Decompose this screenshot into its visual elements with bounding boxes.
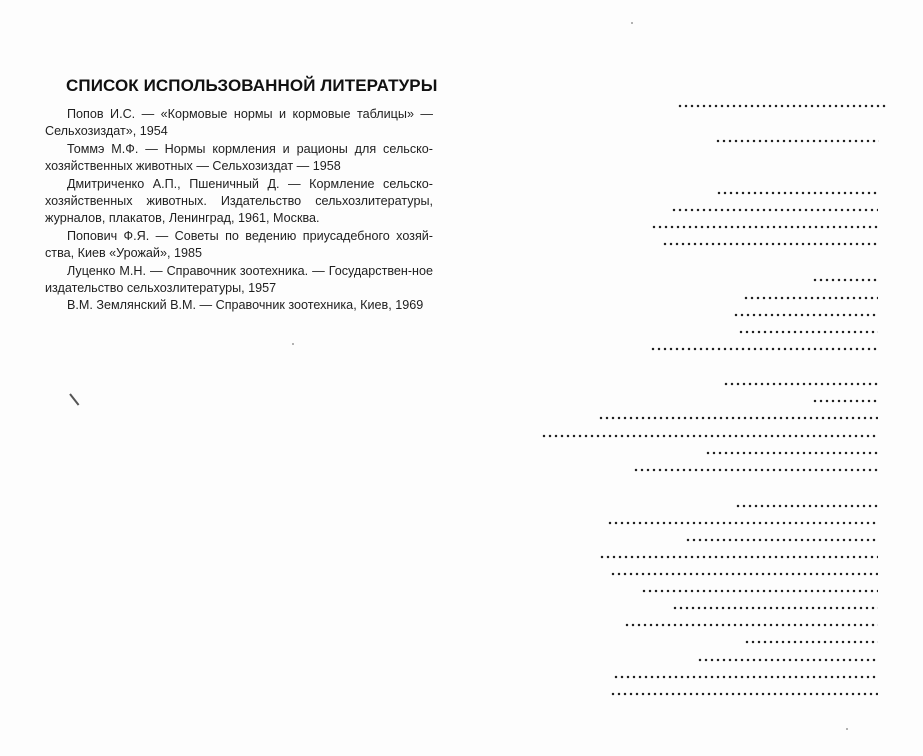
dot-leader [677, 103, 887, 109]
dot-leader [723, 381, 878, 387]
dot-leader [744, 639, 878, 645]
dot-leader [650, 346, 878, 352]
dot-leader [743, 295, 878, 301]
dot-leader [705, 450, 878, 456]
dot-leader [812, 277, 878, 283]
dot-leader [541, 433, 878, 439]
dot-leader [624, 622, 878, 628]
dot-leader [735, 503, 878, 509]
dot-leader [610, 691, 878, 697]
dot-leader [607, 520, 878, 526]
reference-item: Попович Ф.Я. — Советы по ведению приусадебного хозяй-ства, Киев «Урожай», 1985 [45, 228, 433, 261]
dot-leader [598, 415, 878, 421]
dot-leader [613, 674, 878, 680]
dot-leader [671, 207, 878, 213]
reference-item: В.М. Землянский В.М. — Справочник зоотехника, Киев, 1969 [67, 298, 424, 313]
dot-leader [641, 588, 878, 594]
dot-leader [715, 138, 879, 144]
dot-leader [733, 312, 878, 318]
dot-leader [662, 241, 878, 247]
reference-item: Томмэ М.Ф. — Нормы кормления и рационы для сельско-хозяйственных животных — Сельхозиздат — 1958 [45, 141, 433, 174]
reference-item: Луценко М.Н. — Справочник зоотехника. — Государствен-ное издательство сельхозлитературы, 1957 [45, 263, 433, 296]
reference-item: Дмитриченко А.П., Пшеничный Д. — Кормление сельско-хозяйственных животных. Издательство сельхозлитературы, журналов, плакатов, Ленинград, 1961, Москва. [45, 176, 433, 226]
dot-leader [738, 329, 878, 335]
dot-leader [812, 398, 878, 404]
dot-leader [697, 657, 878, 663]
reference-item: Попов И.С. — «Кормовые нормы и кормовые таблицы» — Сельхозиздат», 1954 [45, 107, 433, 139]
dot-leader [610, 571, 878, 577]
dot-leader [651, 224, 878, 230]
dot-leader [599, 554, 878, 560]
dot-leader [633, 467, 878, 473]
dot-leader [716, 190, 878, 196]
page-title: СПИСОК ИСПОЛЬЗОВАННОЙ ЛИТЕРАТУРЫ [66, 76, 438, 95]
dot-leader [685, 537, 878, 543]
dot-leader [672, 605, 878, 611]
